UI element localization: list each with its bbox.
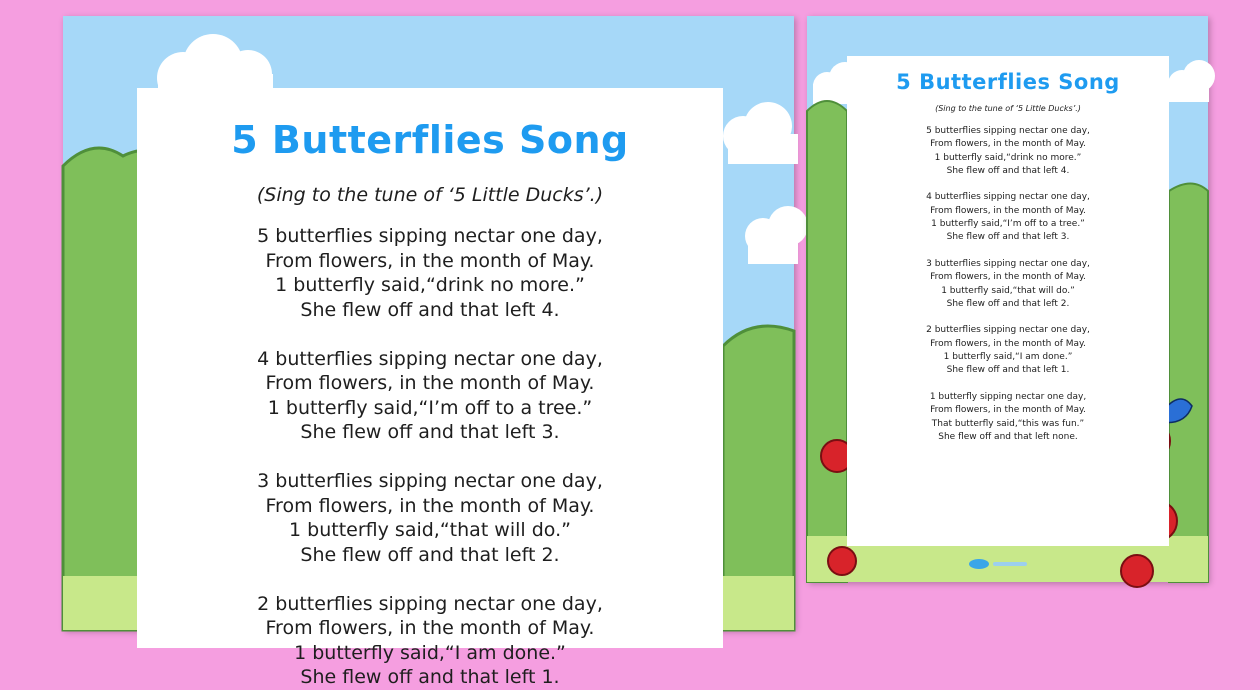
verse <box>137 469 723 567</box>
verse-line: 1 butterfly said,“drink no more.” <box>934 152 1082 163</box>
verse-line: She flew off and that left 3. <box>300 421 560 443</box>
song-subtitle: (Sing to the tune of ‘5 Little Ducks’.) <box>256 184 604 206</box>
verse-line: She flew off and that left 4. <box>300 298 560 321</box>
verse-line: From flowers, in the month of May. <box>930 405 1086 416</box>
verse <box>847 191 1169 244</box>
verse-line: 4 butterflies sipping nectar one day, <box>257 347 603 370</box>
verse-line: She flew off and that left 2. <box>300 543 560 566</box>
verse-line: From flowers, in the month of May. <box>265 617 595 639</box>
song-panel <box>137 88 723 688</box>
verse-line: 2 butterflies sipping nectar one day, <box>257 592 603 615</box>
song-panel <box>847 56 1169 546</box>
song-verses <box>137 224 723 690</box>
song-subtitle: (Sing to the tune of ‘5 Little Ducks’.) <box>935 104 1081 113</box>
verse-line: 1 butterfly sipping nectar one day, <box>929 391 1087 402</box>
verse-line: 3 butterflies sipping nectar one day, <box>926 258 1090 269</box>
verse-line: 1 butterfly said,“that will do.” <box>289 519 571 541</box>
verse-line: 3 butterflies sipping nectar one day, <box>257 470 603 492</box>
verse-line: 5 butterflies sipping nectar one day, <box>257 225 603 247</box>
verse-line: 1 butterfly said,“I’m off to a tree.” <box>931 219 1085 230</box>
verse <box>137 224 723 322</box>
verse-line: 4 butterflies sipping nectar one day, <box>926 192 1090 203</box>
verse-line: 1 butterfly said,“drink no more.” <box>275 274 585 296</box>
verse-line: From flowers, in the month of May. <box>930 139 1086 150</box>
verse <box>847 258 1169 311</box>
song-title: 5 Butterflies Song <box>896 70 1120 94</box>
verse <box>847 391 1169 444</box>
verse <box>847 324 1169 377</box>
song-sheet-large <box>63 16 794 688</box>
verse-line: From flowers, in the month of May. <box>930 338 1086 349</box>
verse-line: From flowers, in the month of May. <box>930 272 1086 283</box>
verse-line: She flew off and that left 2. <box>946 298 1070 309</box>
verse-line: That butterfly said,“this was fun.” <box>931 418 1085 429</box>
verse-line: From flowers, in the month of May. <box>930 205 1086 216</box>
verse-line: From flowers, in the month of May. <box>265 249 595 272</box>
verse-line: 2 butterflies sipping nectar one day, <box>926 325 1090 336</box>
verse <box>137 592 723 690</box>
verse-line: From flowers, in the month of May. <box>265 494 595 517</box>
verse-line: 1 butterfly said,“I am done.” <box>943 352 1073 363</box>
verse-line: She flew off and that left 1. <box>946 365 1070 376</box>
verse <box>137 347 723 445</box>
verse-line: She flew off and that left 1. <box>300 666 560 688</box>
verse <box>847 125 1169 178</box>
verse-line: She flew off and that left 4. <box>946 165 1070 176</box>
verse-line: 1 butterfly said,“that will do.” <box>941 285 1075 296</box>
verse-line: From flowers, in the month of May. <box>265 372 595 394</box>
verse-line: She flew off and that left none. <box>938 431 1078 442</box>
verse-line: She flew off and that left 3. <box>946 232 1070 243</box>
song-verses <box>847 125 1169 444</box>
verse-line: 1 butterfly said,“I am done.” <box>294 641 566 664</box>
verse-line: 1 butterfly said,“I’m off to a tree.” <box>267 396 593 419</box>
verse-line: 5 butterflies sipping nectar one day, <box>926 126 1090 136</box>
song-sheet-thumbnail <box>807 16 1208 582</box>
twinkl-logo-icon <box>969 558 1029 570</box>
song-title: 5 Butterflies Song <box>231 118 629 162</box>
